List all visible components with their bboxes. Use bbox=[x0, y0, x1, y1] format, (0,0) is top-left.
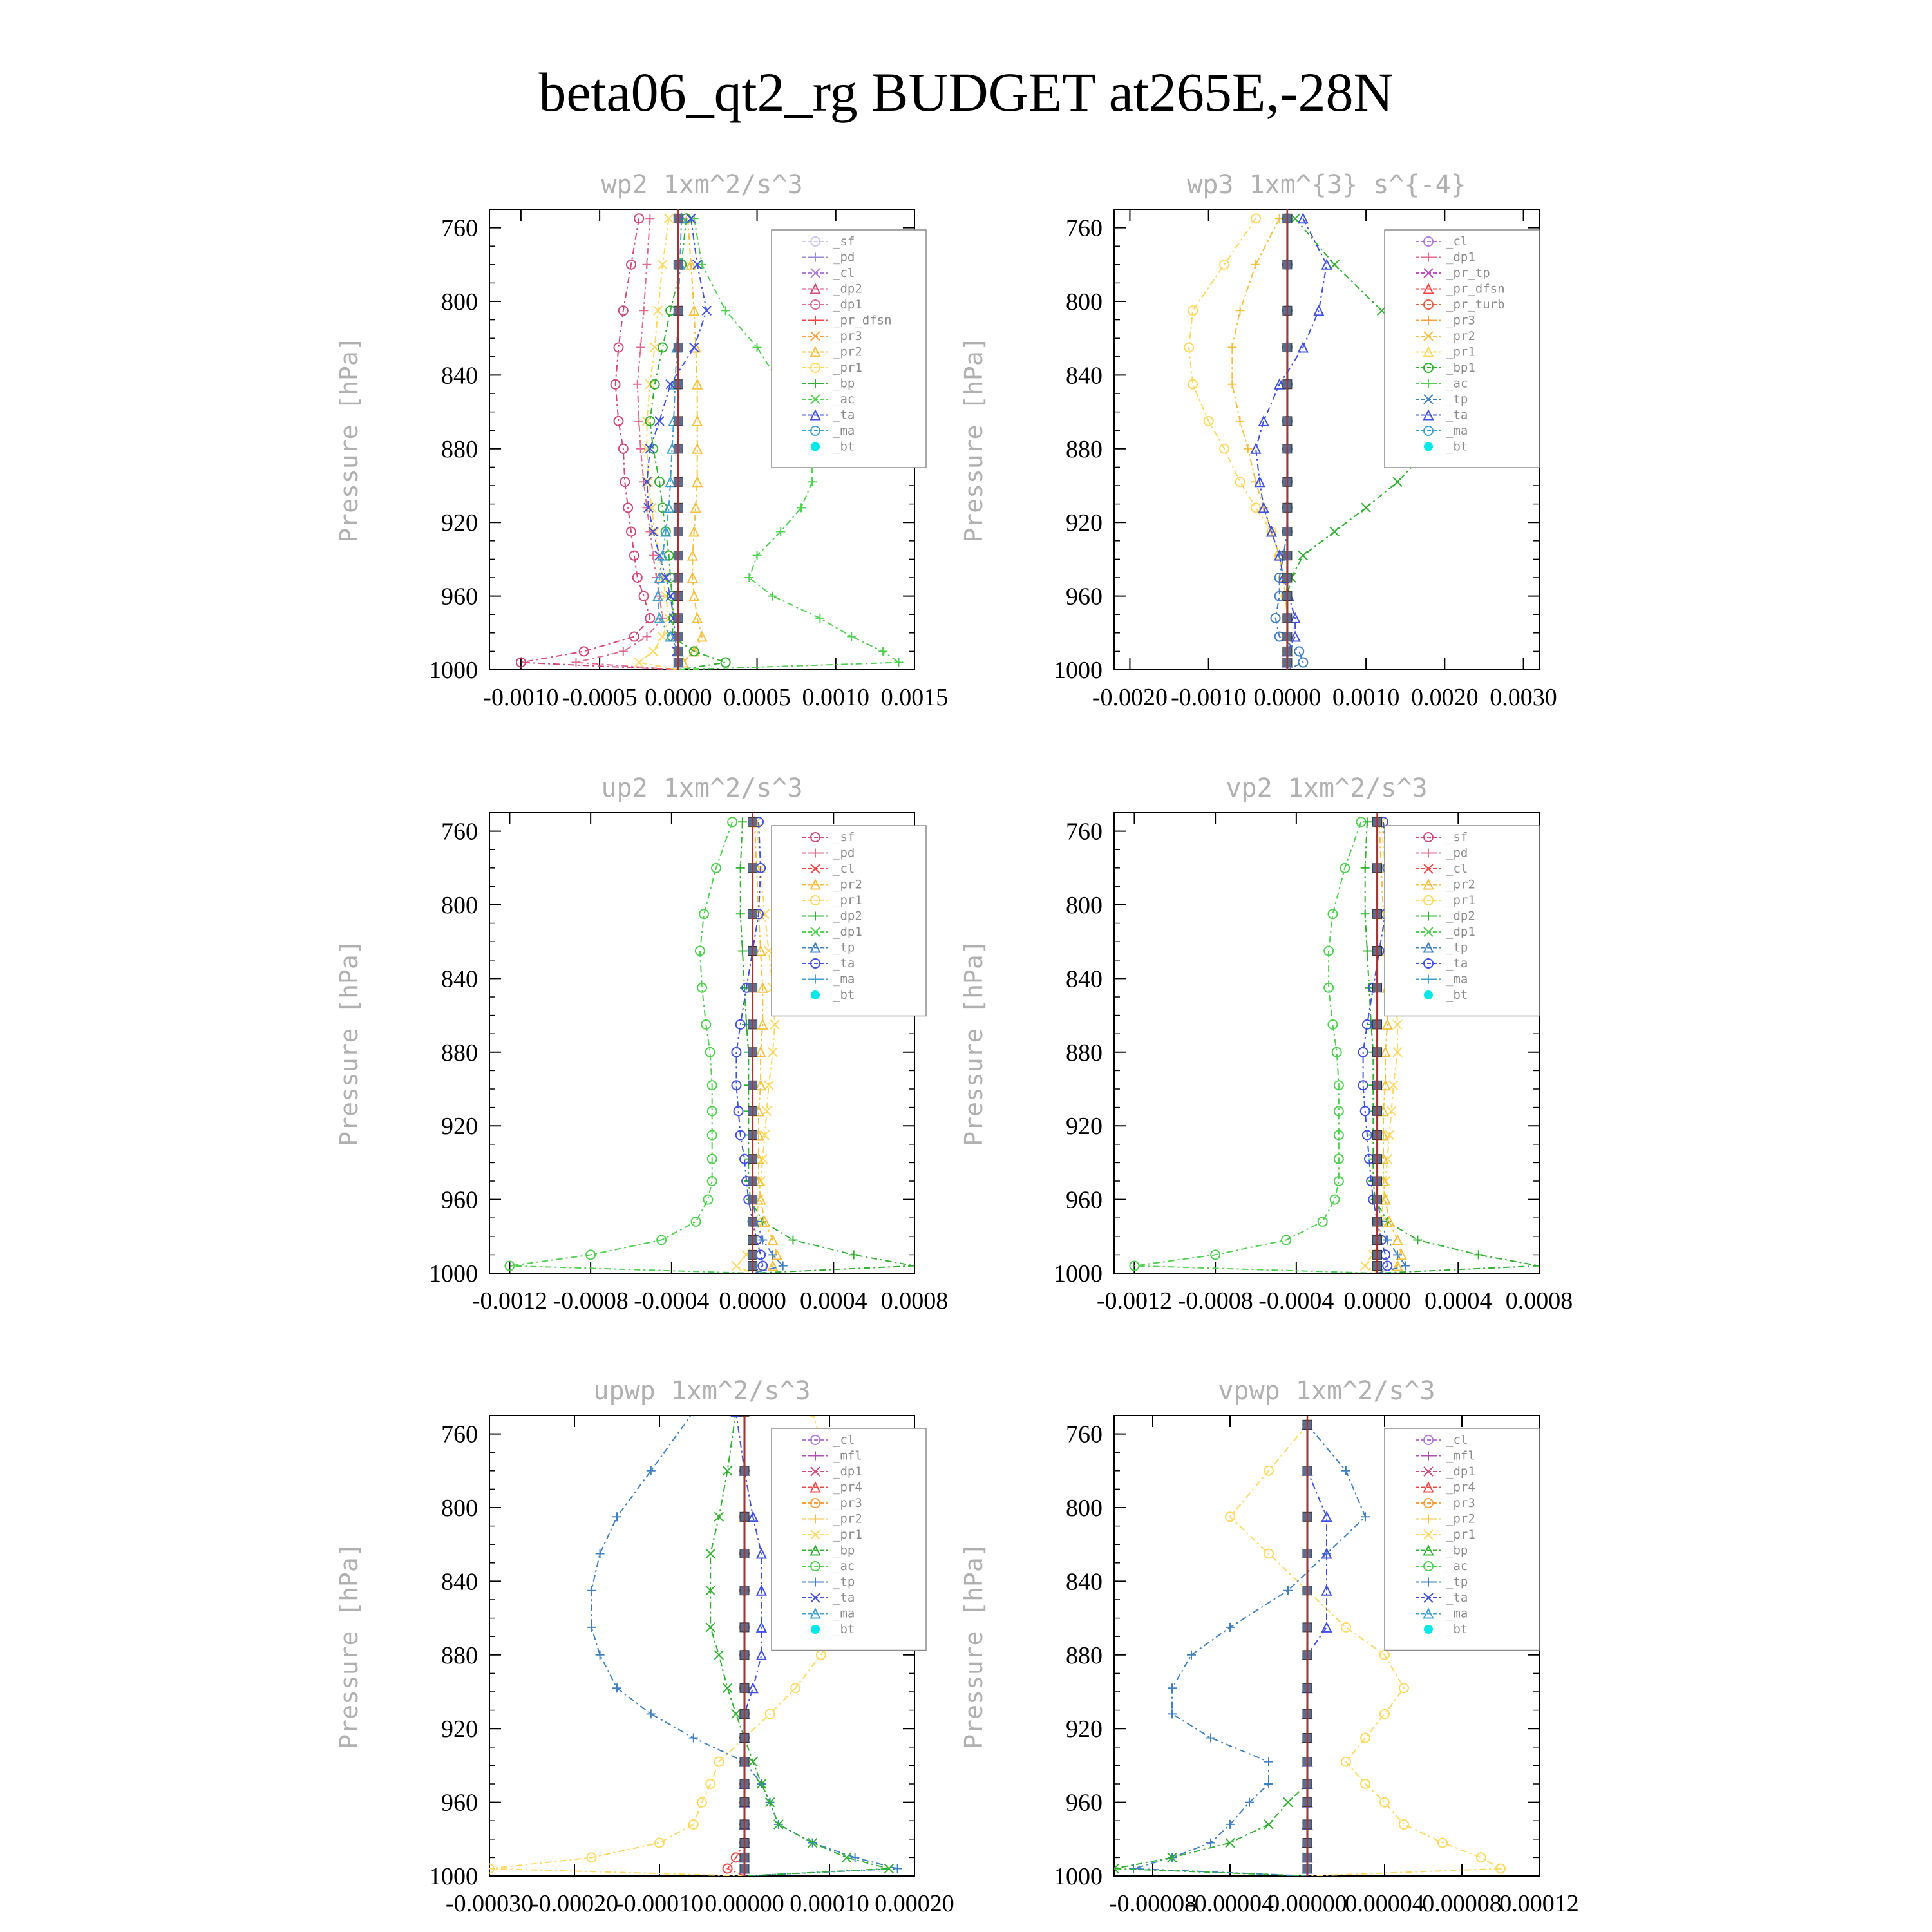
legend-label: _pr2 bbox=[833, 877, 862, 892]
x-tick-label: 0.0008 bbox=[1505, 1287, 1573, 1314]
y-tick-label: 840 bbox=[441, 1568, 478, 1596]
marker-tp bbox=[1206, 1839, 1215, 1848]
series-line-pr1 bbox=[1189, 218, 1287, 670]
y-axis-label: Pressure [hPa] bbox=[335, 940, 363, 1146]
legend-label: _sf bbox=[833, 234, 855, 249]
marker-bp bbox=[706, 1549, 715, 1558]
marker-pr2 bbox=[1236, 417, 1245, 426]
y-tick-label: 920 bbox=[441, 509, 478, 537]
marker-ac bbox=[847, 632, 856, 641]
legend-swatch-bt bbox=[1424, 990, 1433, 999]
marker-ta bbox=[702, 306, 711, 315]
marker-bp bbox=[1226, 1839, 1235, 1848]
marker-pr1 bbox=[1380, 1798, 1389, 1807]
legend-label: _ac bbox=[1446, 376, 1468, 391]
marker-ac bbox=[1331, 1195, 1340, 1204]
legend-label: _cl bbox=[833, 1433, 855, 1447]
legend-label: _pr4 bbox=[833, 1480, 862, 1495]
marker-pr1 bbox=[1393, 1020, 1402, 1029]
marker-bp bbox=[736, 909, 745, 918]
x-tick-label: -0.0010 bbox=[1171, 684, 1247, 711]
marker-pr1 bbox=[1399, 1820, 1408, 1829]
panel-title: vp2 1xm^2/s^3 bbox=[1226, 773, 1428, 803]
legend-label: _bt bbox=[1446, 988, 1468, 1002]
y-tick-label: 880 bbox=[441, 435, 478, 463]
marker-dp1 bbox=[619, 647, 628, 656]
marker-ac bbox=[697, 260, 706, 269]
legend-label: _cl bbox=[833, 862, 855, 876]
marker-ac bbox=[815, 614, 824, 623]
marker-bp bbox=[910, 1262, 919, 1271]
x-tick-label: 0.0008 bbox=[880, 1287, 949, 1314]
legend-label: _bt bbox=[833, 1622, 855, 1636]
legend-label: _bp bbox=[833, 1543, 855, 1558]
y-tick-label: 960 bbox=[441, 1186, 478, 1214]
panel-title: up2 1xm^2/s^3 bbox=[601, 773, 803, 803]
legend-label: _dp2 bbox=[833, 909, 862, 923]
y-tick-label: 920 bbox=[441, 1716, 478, 1743]
marker-bp bbox=[1474, 1250, 1483, 1259]
legend-swatch-bt bbox=[811, 990, 820, 999]
legend-label: _pr_turb bbox=[1446, 298, 1505, 312]
legend-label: _pr1 bbox=[1446, 345, 1475, 359]
marker-tp bbox=[587, 1623, 596, 1632]
marker-dp1 bbox=[642, 503, 651, 512]
legend-label: _pr_dfsn bbox=[1446, 281, 1505, 296]
panel-1 bbox=[960, 170, 1557, 711]
marker-pr2 bbox=[1244, 444, 1253, 453]
y-axis-label: Pressure [hPa] bbox=[960, 940, 988, 1146]
x-tick-label: 0.0010 bbox=[1332, 684, 1400, 711]
x-tick-label: 0.0020 bbox=[1411, 684, 1479, 711]
y-tick-label: 960 bbox=[1066, 1789, 1103, 1817]
figure-title: beta06_qt2_rg BUDGET at265E,-28N bbox=[538, 61, 1394, 123]
y-axis-label: Pressure [hPa] bbox=[335, 1542, 363, 1749]
legend-label: _ma bbox=[833, 972, 855, 987]
x-tick-label: -0.00010 bbox=[615, 1890, 704, 1917]
marker-pr1 bbox=[1251, 503, 1260, 512]
legend-label: _pr2 bbox=[833, 1511, 862, 1526]
y-tick-label: 960 bbox=[1066, 1186, 1103, 1214]
marker-ta bbox=[1314, 306, 1323, 315]
legend-label: _ta bbox=[833, 408, 855, 422]
legend-label: _pr_tp bbox=[1446, 266, 1490, 280]
marker-bp bbox=[1535, 1262, 1544, 1271]
marker-bp bbox=[1361, 503, 1370, 512]
x-tick-label: 0.00020 bbox=[875, 1890, 954, 1917]
marker-pr1 bbox=[1341, 1623, 1350, 1632]
x-tick-label: -0.00008 bbox=[1108, 1890, 1197, 1917]
legend-label: _pr3 bbox=[833, 329, 862, 343]
marker-ac bbox=[878, 647, 887, 656]
legend-label: _cl bbox=[1446, 234, 1468, 249]
legend-label: _pr1 bbox=[833, 893, 862, 907]
series-line-pr2 bbox=[1232, 218, 1287, 670]
marker-dp1 bbox=[634, 417, 643, 426]
marker-bp bbox=[1330, 527, 1339, 536]
legend-label: _ac bbox=[833, 392, 855, 406]
x-tick-label: 0.0004 bbox=[1425, 1287, 1492, 1314]
x-tick-label: 0.0000 bbox=[1343, 1287, 1411, 1314]
legend-label: _pr3 bbox=[833, 1496, 862, 1510]
y-tick-label: 800 bbox=[1066, 289, 1103, 316]
x-tick-label: -0.00020 bbox=[530, 1890, 619, 1917]
marker-tp bbox=[1168, 1683, 1177, 1692]
marker-ac bbox=[728, 817, 737, 826]
marker-bp bbox=[1361, 864, 1370, 873]
legend-label: _ta bbox=[1446, 408, 1468, 422]
marker-tp bbox=[1401, 1262, 1410, 1271]
panel-title: wp2 1xm^2/s^3 bbox=[601, 170, 803, 200]
marker-pr1 bbox=[658, 632, 667, 641]
x-tick-label: -0.0020 bbox=[1092, 684, 1168, 711]
marker-tp bbox=[893, 1864, 902, 1873]
x-tick-label: 0.00008 bbox=[1422, 1890, 1502, 1917]
y-tick-label: 880 bbox=[441, 1039, 478, 1066]
x-tick-label: -0.0012 bbox=[471, 1287, 548, 1314]
marker-bp bbox=[1363, 947, 1372, 956]
marker-bp bbox=[1283, 1798, 1293, 1807]
panel-title: upwp 1xm^2/s^3 bbox=[593, 1376, 811, 1406]
marker-bp bbox=[706, 1623, 715, 1632]
legend-label: _ta bbox=[1446, 956, 1468, 971]
panel-title: vpwp 1xm^2/s^3 bbox=[1218, 1376, 1435, 1406]
x-tick-label: 0.0030 bbox=[1490, 684, 1557, 711]
legend-label: _ta bbox=[833, 956, 855, 971]
marker-bp bbox=[1330, 260, 1339, 269]
y-tick-label: 960 bbox=[1066, 583, 1103, 611]
y-tick-label: 760 bbox=[1066, 214, 1103, 242]
legend-label: _ma bbox=[1446, 972, 1468, 987]
marker-bp bbox=[723, 1683, 732, 1692]
legend-label: _tp bbox=[1446, 940, 1468, 955]
marker-bp bbox=[738, 947, 747, 956]
y-tick-label: 880 bbox=[1066, 1039, 1103, 1066]
panel-5 bbox=[960, 1376, 1579, 1917]
marker-bp bbox=[658, 343, 667, 352]
series-line-bp bbox=[1114, 1425, 1307, 1876]
marker-pr2 bbox=[688, 551, 697, 560]
legend-label: _pr1 bbox=[1446, 893, 1475, 907]
marker-bp bbox=[721, 658, 730, 667]
legend-label: _pr1 bbox=[833, 361, 862, 375]
x-tick-label: 0.0005 bbox=[723, 684, 791, 711]
legend-label: _pr4 bbox=[1446, 1480, 1475, 1495]
legend-label: _bt bbox=[833, 988, 855, 1002]
legend-label: _dp2 bbox=[1446, 909, 1475, 923]
x-tick-label: 0.0004 bbox=[800, 1287, 867, 1314]
x-tick-label: -0.0012 bbox=[1096, 1287, 1173, 1314]
y-axis-label: Pressure [hPa] bbox=[960, 1542, 988, 1749]
marker-ac bbox=[768, 592, 777, 601]
x-tick-label: -0.00030 bbox=[445, 1890, 534, 1917]
marker-ta bbox=[1322, 1623, 1331, 1632]
marker-tp bbox=[596, 1549, 605, 1558]
legend-label: _bt bbox=[833, 439, 855, 454]
y-tick-label: 1000 bbox=[429, 1260, 478, 1287]
legend-label: _bp1 bbox=[1446, 361, 1475, 375]
x-tick-label: 0.0000 bbox=[719, 1287, 786, 1314]
legend-swatch-bt bbox=[1424, 442, 1433, 451]
y-tick-label: 800 bbox=[441, 892, 478, 919]
panel-0 bbox=[335, 170, 948, 711]
marker-bp bbox=[1264, 1820, 1273, 1829]
y-tick-label: 800 bbox=[1066, 892, 1103, 919]
x-tick-label: -0.0005 bbox=[562, 684, 638, 711]
legend-label: _pd bbox=[833, 846, 855, 860]
y-tick-label: 800 bbox=[441, 289, 478, 316]
legend-label: _dp1 bbox=[833, 1464, 862, 1479]
x-tick-label: 0.00000 bbox=[705, 1890, 784, 1917]
legend-label: _pr2 bbox=[1446, 1511, 1475, 1526]
y-tick-label: 1000 bbox=[1054, 1863, 1103, 1890]
y-tick-label: 880 bbox=[1066, 1642, 1103, 1669]
marker-pr1 bbox=[1380, 1709, 1389, 1718]
marker-bp bbox=[849, 1250, 858, 1259]
marker-pr1 bbox=[770, 1020, 779, 1029]
legend-label: _bt bbox=[1446, 1622, 1468, 1636]
legend-label: _ma bbox=[833, 1606, 855, 1621]
marker-dp1 bbox=[645, 214, 654, 223]
legend-label: _dp1 bbox=[833, 925, 862, 939]
y-tick-label: 1000 bbox=[1054, 1260, 1103, 1287]
marker-bp bbox=[714, 1512, 723, 1521]
marker-bp bbox=[788, 1236, 797, 1245]
x-tick-label: 0.00000 bbox=[1267, 1890, 1347, 1917]
series-line-tp bbox=[1133, 1425, 1365, 1876]
y-tick-label: 960 bbox=[441, 583, 478, 611]
marker-tp bbox=[689, 1734, 698, 1743]
legend-swatch-bt bbox=[811, 1625, 820, 1634]
marker-pr1 bbox=[1361, 1734, 1370, 1743]
x-tick-label: 0.00004 bbox=[1345, 1890, 1425, 1917]
legend-label: _sf bbox=[833, 830, 855, 844]
legend-label: _pr_dfsn bbox=[833, 313, 892, 328]
legend-label: _ac bbox=[1446, 1559, 1468, 1573]
legend-label: _pr1 bbox=[1446, 1528, 1475, 1542]
x-tick-label: 0.0000 bbox=[645, 684, 712, 711]
marker-bp bbox=[714, 1651, 723, 1660]
y-tick-label: 960 bbox=[441, 1789, 478, 1817]
series-line-ac bbox=[1134, 822, 1377, 1273]
marker-bp bbox=[842, 1853, 851, 1862]
legend-label: _sf bbox=[1446, 830, 1468, 844]
legend-label: _mfl bbox=[1446, 1448, 1475, 1463]
legend-label: _dp2 bbox=[833, 281, 862, 296]
legend-label: _bp bbox=[833, 376, 855, 391]
marker-ac bbox=[1318, 1217, 1327, 1226]
legend-swatch-bt bbox=[811, 442, 820, 451]
marker-bp bbox=[1361, 909, 1370, 918]
legend-label: _dp1 bbox=[833, 298, 862, 312]
marker-ac bbox=[753, 551, 762, 560]
x-tick-label: -0.0004 bbox=[634, 1287, 710, 1314]
y-tick-label: 840 bbox=[1066, 362, 1103, 390]
marker-dp1 bbox=[642, 632, 651, 641]
y-tick-label: 1000 bbox=[429, 1863, 478, 1890]
y-tick-label: 920 bbox=[441, 1113, 478, 1141]
marker-tp bbox=[587, 1586, 596, 1595]
marker-bp bbox=[1393, 477, 1402, 486]
x-tick-label: 0.00010 bbox=[790, 1890, 869, 1917]
legend-label: _ma bbox=[1446, 424, 1468, 438]
x-tick-label: -0.0008 bbox=[553, 1287, 629, 1314]
y-tick-label: 760 bbox=[441, 214, 478, 242]
legend-label: _tp bbox=[833, 940, 855, 955]
marker-bp bbox=[1298, 551, 1307, 560]
marker-pr1 bbox=[732, 1262, 741, 1271]
marker-tp bbox=[1294, 647, 1303, 656]
y-tick-label: 840 bbox=[1066, 1568, 1103, 1596]
marker-tp bbox=[647, 1466, 656, 1475]
legend-label: _tp bbox=[833, 1575, 855, 1589]
marker-tp bbox=[1264, 1779, 1273, 1788]
y-axis-label: Pressure [hPa] bbox=[960, 336, 988, 543]
x-tick-label: 0.00012 bbox=[1499, 1890, 1579, 1917]
y-tick-label: 840 bbox=[441, 362, 478, 390]
y-tick-label: 840 bbox=[1066, 965, 1103, 993]
marker-ac bbox=[753, 343, 762, 352]
x-tick-label: -0.00004 bbox=[1186, 1890, 1274, 1917]
legend-label: _pd bbox=[1446, 846, 1468, 860]
marker-dp1 bbox=[642, 260, 651, 269]
legend-label: _mfl bbox=[833, 1448, 862, 1463]
legend-label: _tp bbox=[1446, 392, 1468, 406]
marker-tp bbox=[1264, 1757, 1273, 1766]
legend-label: _pr2 bbox=[1446, 329, 1475, 343]
x-tick-label: 0.0015 bbox=[880, 684, 949, 711]
marker-pr2 bbox=[1227, 343, 1236, 352]
legend-label: _ma bbox=[833, 424, 855, 438]
y-tick-label: 1000 bbox=[1054, 657, 1103, 684]
marker-pr1 bbox=[655, 1839, 664, 1848]
marker-bp bbox=[748, 1757, 757, 1766]
y-tick-label: 800 bbox=[441, 1495, 478, 1522]
legend-label: _ma bbox=[1446, 1606, 1468, 1621]
y-tick-label: 920 bbox=[1066, 1716, 1103, 1743]
x-tick-label: 0.0000 bbox=[1253, 684, 1321, 711]
marker-tp bbox=[596, 1651, 605, 1660]
legend-label: _pr3 bbox=[1446, 313, 1475, 328]
marker-ac bbox=[721, 306, 730, 315]
marker-tp bbox=[612, 1512, 621, 1521]
marker-ta bbox=[655, 417, 664, 426]
panels bbox=[335, 170, 1579, 1917]
panel-4 bbox=[335, 1376, 954, 1917]
y-tick-label: 920 bbox=[1066, 1113, 1103, 1141]
x-tick-label: 0.0010 bbox=[802, 684, 870, 711]
legend-label: _dp1 bbox=[1446, 250, 1475, 265]
x-tick-label: -0.0010 bbox=[483, 684, 559, 711]
legend-label: _pd bbox=[833, 250, 855, 265]
legend-label: _pr2 bbox=[1446, 877, 1475, 892]
x-tick-label: -0.0008 bbox=[1177, 1287, 1253, 1314]
marker-pr2 bbox=[1251, 260, 1260, 269]
marker-ac bbox=[692, 1217, 701, 1226]
marker-ac bbox=[703, 1195, 712, 1204]
marker-pr1 bbox=[1477, 1853, 1486, 1862]
series-line-dp1 bbox=[576, 218, 678, 670]
y-tick-label: 760 bbox=[1066, 818, 1103, 846]
y-tick-label: 800 bbox=[1066, 1495, 1103, 1522]
marker-bp bbox=[732, 1709, 741, 1718]
marker-bp bbox=[736, 864, 745, 873]
legend-label: _ta bbox=[833, 1591, 855, 1605]
marker-pr2 bbox=[1236, 306, 1245, 315]
marker-ta bbox=[757, 1651, 766, 1660]
legend-label: _pr1 bbox=[833, 1528, 862, 1542]
marker-ac bbox=[895, 658, 904, 667]
legend-label: _bp bbox=[1446, 1543, 1468, 1558]
legend-label: _cl bbox=[1446, 1433, 1468, 1447]
y-tick-label: 880 bbox=[441, 1642, 478, 1669]
marker-bp bbox=[1413, 1236, 1422, 1245]
y-axis-label: Pressure [hPa] bbox=[335, 336, 363, 543]
marker-dp1 bbox=[636, 343, 645, 352]
marker-tp bbox=[1187, 1651, 1196, 1660]
marker-pr2 bbox=[1227, 380, 1236, 389]
y-tick-label: 1000 bbox=[429, 657, 478, 684]
legend-label: _ac bbox=[833, 1559, 855, 1573]
y-tick-label: 920 bbox=[1066, 509, 1103, 537]
panel-title: wp3 1xm^{3} s^{-4} bbox=[1187, 170, 1466, 200]
legend-label: _dp1 bbox=[1446, 1464, 1475, 1479]
y-tick-label: 760 bbox=[441, 818, 478, 846]
marker-tp bbox=[1168, 1709, 1177, 1718]
marker-dp1 bbox=[639, 306, 649, 315]
series-line-bp bbox=[650, 218, 725, 670]
legend-label: _cl bbox=[833, 266, 855, 280]
legend-label: _dp1 bbox=[1446, 925, 1475, 939]
panel-3 bbox=[960, 773, 1573, 1314]
legend-label: _tp bbox=[1446, 1575, 1468, 1589]
marker-pr1 bbox=[1236, 477, 1245, 486]
series-line-ac bbox=[509, 822, 752, 1273]
marker-dp2 bbox=[630, 632, 639, 641]
y-tick-label: 840 bbox=[441, 965, 478, 993]
marker-pr1 bbox=[689, 1820, 698, 1829]
legend-label: _bt bbox=[1446, 439, 1468, 454]
marker-bp bbox=[738, 817, 747, 826]
marker-tp bbox=[647, 1709, 656, 1718]
marker-pr1 bbox=[1361, 1262, 1370, 1271]
y-tick-label: 760 bbox=[441, 1421, 478, 1448]
legend-label: _cl bbox=[1446, 862, 1468, 876]
legend-label: _pr3 bbox=[1446, 1496, 1475, 1510]
panel-2 bbox=[335, 773, 948, 1314]
legend-label: _ta bbox=[1446, 1591, 1468, 1605]
marker-ta bbox=[748, 1683, 757, 1692]
legend-swatch-bt bbox=[1424, 1625, 1433, 1634]
legend-label: _pr2 bbox=[833, 345, 862, 359]
marker-tp bbox=[1226, 1623, 1235, 1632]
y-tick-label: 760 bbox=[1066, 1421, 1103, 1448]
marker-dp1 bbox=[633, 380, 642, 389]
y-tick-label: 880 bbox=[1066, 435, 1103, 463]
marker-pr1 bbox=[649, 647, 658, 656]
marker-tp bbox=[1206, 1734, 1215, 1743]
x-tick-label: -0.0004 bbox=[1258, 1287, 1334, 1314]
marker-ac bbox=[808, 477, 817, 486]
